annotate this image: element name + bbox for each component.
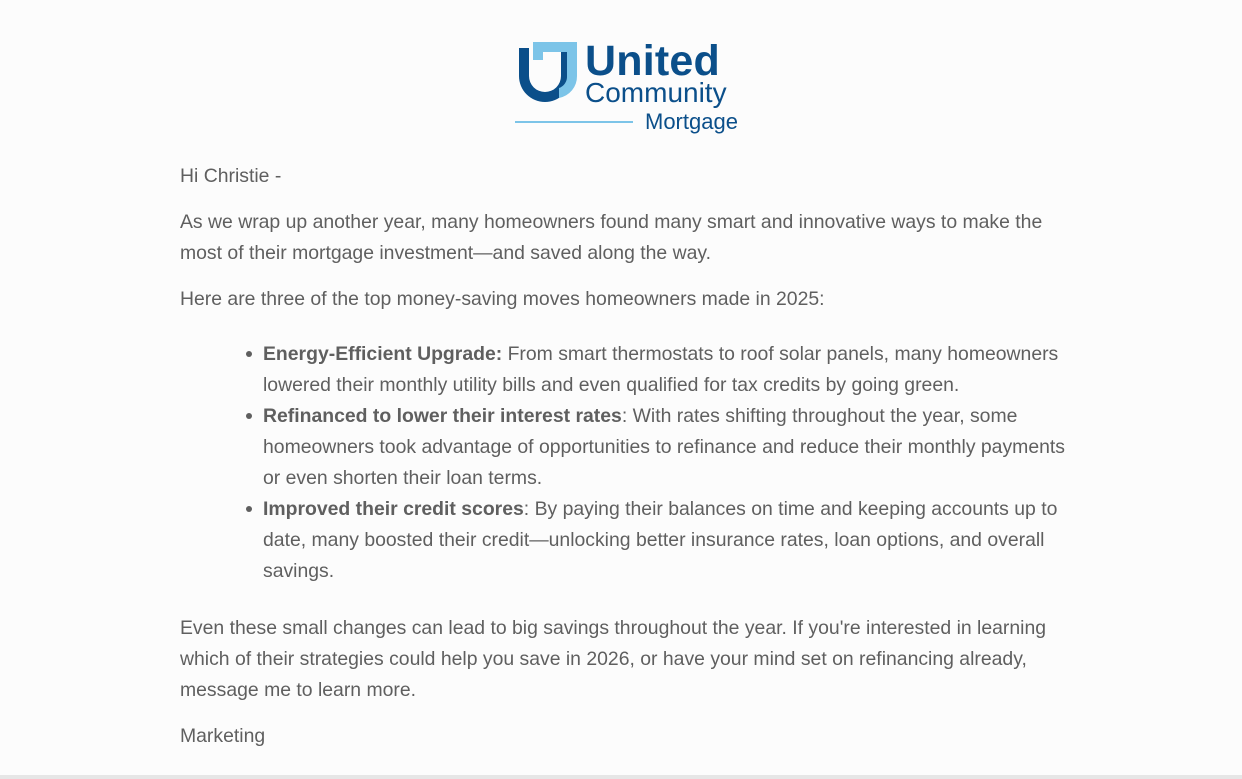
- signature: Marketing: [180, 725, 266, 747]
- email-content: [180, 161, 1070, 752]
- list-item-title: Improved their credit scores: [263, 498, 524, 520]
- list-item-title: Refinanced to lower their interest rates: [263, 405, 622, 427]
- list-item-text: : With rates shifting throughout the year, some homeowners took advantage of opportunities to refinance and reduce their monthly payments or even shorten their loan terms.: [263, 405, 1065, 489]
- logo-united-text: United: [585, 37, 720, 85]
- greeting: Hi Christie -: [180, 165, 282, 187]
- logo-mortgage-text: Mortgage: [645, 109, 738, 134]
- bottom-divider: [0, 775, 1242, 779]
- logo-underline: [515, 121, 633, 123]
- savings-list: [180, 339, 1070, 587]
- list-item-text: : By paying their balances on time and keeping accounts up to date, many boosted their credit—unlocking better insurance rates, loan options, and overall savings.: [263, 498, 1058, 582]
- list-item-title: Energy-Efficient Upgrade:: [263, 343, 503, 365]
- intro-paragraph: As we wrap up another year, many homeowners found many smart and innovative ways to make the most of their mortgage investment—and saved along the way.: [180, 211, 1043, 264]
- list-item-text: From smart thermostats to roof solar panels, many homeowners lowered their monthly utility bills and even qualified for tax credits by going green.: [263, 343, 1059, 396]
- list-item: [263, 339, 1070, 401]
- lead-in-paragraph: Here are three of the top money-saving moves homeowners made in 2025:: [180, 288, 825, 310]
- closing-paragraph: Even these small changes can lead to big savings throughout the year. If you're interested in learning which of their strategies could help you save in 2026, or have your mind set on refinancing already, message me to learn more.: [180, 617, 1047, 701]
- u-arc-logo-icon: [511, 38, 581, 108]
- logo-community-text: Community: [585, 77, 727, 108]
- list-item: [263, 494, 1070, 587]
- list-item: [263, 401, 1070, 494]
- company-logo: [511, 38, 756, 138]
